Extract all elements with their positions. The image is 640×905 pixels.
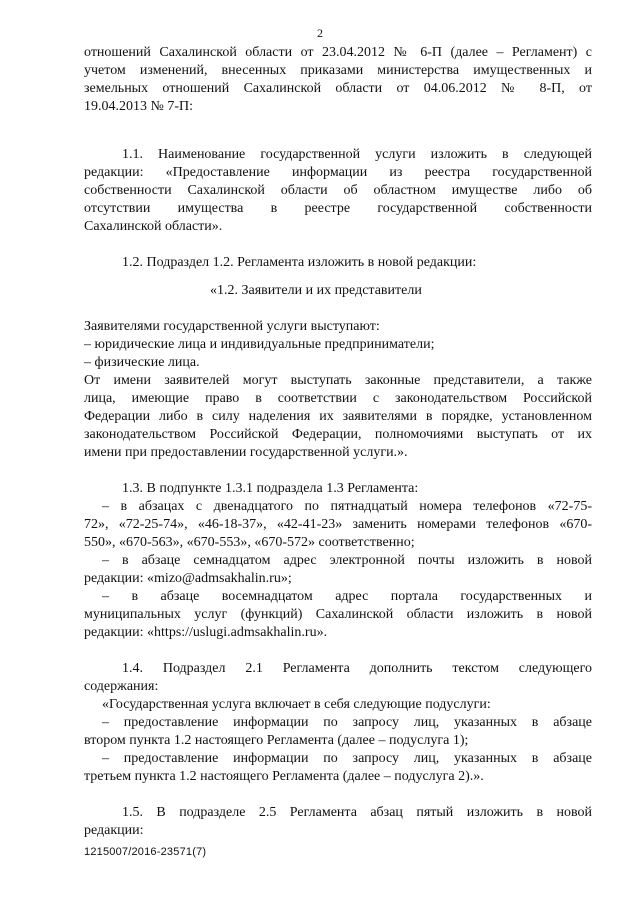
section-1-1 <box>84 146 592 236</box>
list-item: – предоставление информации по запросу лиц, указанных в абзаце <box>102 715 592 730</box>
text-line: имени при предоставлении государственной услуги.». <box>84 445 408 460</box>
text-line: Сахалинской области». <box>84 219 223 234</box>
intro-paragraph <box>84 44 592 116</box>
page-number: 2 <box>317 26 323 40</box>
text-line: – в абзаце семнадцатом адрес электронной почты изложить в новой <box>102 553 592 568</box>
section-1-3 <box>84 480 592 642</box>
text-line: лица, имеющие право в соответствии с законодательством Российской <box>84 391 592 406</box>
section-1-4 <box>84 660 592 786</box>
section-heading: 1.3. В подпункте 1.3.1 подраздела 1.3 Регламента: <box>122 481 419 496</box>
text-line: «Государственная услуга включает в себя следующие подуслуги: <box>102 697 491 712</box>
text-line: редакции: «mizo@admsakhalin.ru»; <box>84 571 292 586</box>
text-line: отношений Сахалинской области от 23.04.2012 № 6-П (далее – Регламент) с <box>84 45 592 60</box>
text-line: втором пункта 1.2 настоящего Регламента (далее – подуслуга 1); <box>84 733 469 748</box>
text-line: – в абзацах с двенадцатого по пятнадцатый номера телефонов «72-75- <box>102 499 592 514</box>
section-heading: 1.4. Подраздел 2.1 Регламента дополнить текстом следующего <box>122 661 592 676</box>
text-line: 1.1. Наименование государственной услуги изложить в следующей <box>122 147 592 162</box>
text-line: собственности Сахалинской области об областном имуществе либо об <box>84 183 592 198</box>
text-line: третьем пункта 1.2 настоящего Регламента (далее – подуслуга 2).». <box>84 769 484 784</box>
text-line: муниципальных услуг (функций) Сахалинской области изложить в новой <box>84 607 592 622</box>
list-item: – предоставление информации по запросу лиц, указанных в абзаце <box>102 751 592 766</box>
text-line: законодательством Российской Федерации, полномочиями выступать от их <box>84 427 592 442</box>
text-line: От имени заявителей могут выступать законные представители, а также <box>84 373 592 388</box>
document-code: 1215007/2016-23571(7) <box>84 846 207 858</box>
section-heading: 1.2. Подраздел 1.2. Регламента изложить в новой редакции: <box>122 255 477 270</box>
text-line: редакции: «Предоставление информации из реестра государственной <box>84 165 592 180</box>
list-item: Заявителями государственной услуги выступают: <box>84 319 380 334</box>
text-line: редакции: «https://uslugi.admsakhalin.ru». <box>84 625 328 640</box>
text-line: 72», «72-25-74», «46-18-37», «42-41-23» заменить номерами телефонов «670- <box>84 517 592 532</box>
list-item: – физические лица. <box>84 355 200 370</box>
list-item: – юридические лица и индивидуальные предприниматели; <box>84 337 435 352</box>
text-line: содержания: <box>84 679 159 694</box>
text-line: 19.04.2013 № 7-П: <box>84 99 194 114</box>
text-line: отсутствии имущества в реестре государственной собственности <box>84 201 592 216</box>
section-1-2 <box>84 254 592 462</box>
section-1-5 <box>84 804 592 840</box>
text-line: 550», «670-563», «670-553», «670-572» соответственно; <box>84 535 415 550</box>
subsection-title: «1.2. Заявители и их представители <box>210 283 422 298</box>
text-line: Федерации либо в силу наделения их заявителями в порядке, установленном <box>84 409 592 424</box>
text-line: – в абзаце восемнадцатом адрес портала государственных и <box>102 589 592 604</box>
text-line: редакции: <box>84 823 144 838</box>
text-line: земельных отношений Сахалинской области от 04.06.2012 № 8-П, от <box>84 81 592 96</box>
section-heading: 1.5. В подразделе 2.5 Регламента абзац пятый изложить в новой <box>122 805 592 820</box>
text-line: учетом изменений, внесенных приказами министерства имущественных и <box>84 63 592 78</box>
document-body <box>84 44 592 840</box>
